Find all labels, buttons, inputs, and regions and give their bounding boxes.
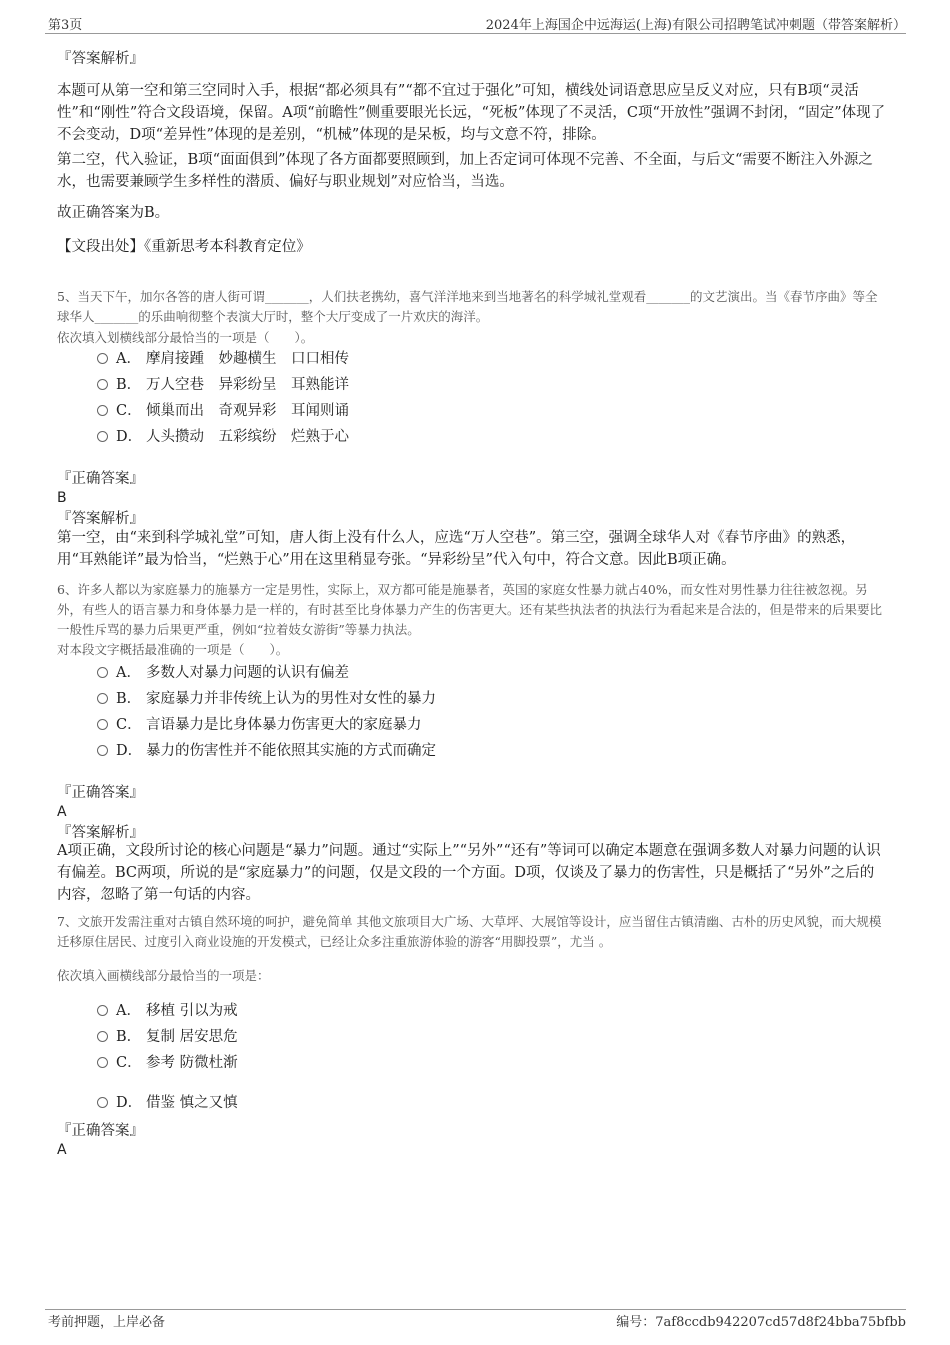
radio-icon[interactable] (97, 353, 108, 364)
radio-icon[interactable] (97, 1057, 108, 1068)
radio-icon[interactable] (97, 719, 108, 730)
prev-analysis-para1: 本题可从第一空和第三空同时入手，根据“都必须具有”“都不宜过于强化”可知，横线处词语意思应呈反义对应，只有B项“灵活性”和“刚性”符合文段语境，保留。A项“前瞻性”侧重要眼光长远，“死板”体现了不灵活，C项“开放性”强调不封闭，“固定”体现了不会变动，D项“差异性”体现的是差别，“机械”体现的是呆板，均与文意不符，排除。 (57, 83, 886, 143)
q7-option-c[interactable]: C． 参考 防微杜渐 (97, 1052, 238, 1074)
q6-option-d[interactable]: D． 暴力的伤害性并不能依照其实施的方式而确定 (97, 740, 436, 762)
page-footer (48, 1311, 906, 1331)
q5-analysis-label: 『答案解析』 (57, 511, 144, 527)
q5-option-a[interactable]: A． 摩肩接踵 妙趣横生 口口相传 (97, 348, 349, 370)
q5-option-c[interactable]: C． 倾巢而出 奇观异彩 耳闻则诵 (97, 400, 349, 422)
q6-analysis: A项正确，文段所讨论的核心问题是“暴力”问题。通过“实际上”“另外”“还有”等词可以确定本题意在强调多数人对暴力问题的认识有偏差。BC两项，所说的是“家庭暴力”的问题，仅是文段的一个方面。D项，仅谈及了暴力的伤害性，只是概括了“另外”之后的内容，忽略了第一句话的内容。 (57, 843, 881, 903)
q6-prompt: 对本段文字概括最准确的一项是（ ）。 (57, 642, 289, 657)
q6-answer-label: 『正确答案』 (57, 785, 144, 801)
radio-icon[interactable] (97, 1005, 108, 1016)
q6-analysis-label: 『答案解析』 (57, 825, 144, 841)
radio-icon[interactable] (97, 405, 108, 416)
q7-option-b[interactable]: B． 复制 居安思危 (97, 1026, 238, 1048)
q5-answer: B (57, 490, 67, 506)
radio-icon[interactable] (97, 667, 108, 678)
q5-stem: 5、当天下午，加尔各答的唐人街可谓_______，人们扶老携幼，喜气洋洋地来到当地著名的科学城礼堂观看_______的文艺演出。当《春节序曲》等全球华人_______的乐曲响彻整个表演大厅时，整个大厅变成了一片欢庆的海洋。 (57, 289, 878, 324)
q7-stem: 7、文旅开发需注重对古镇自然环境的呵护，避免简单 其他文旅项目大广场、大草坪、大展馆等设计，应当留住古镇清幽、古朴的历史风貌，而大规模迁移原住居民、过度引入商业设施的开发模式，已经让众多注重旅游体验的游客“用脚投票”，尤当 。 (57, 914, 882, 949)
radio-icon[interactable] (97, 745, 108, 756)
radio-icon[interactable] (97, 379, 108, 390)
q5-prompt: 依次填入划横线部分最恰当的一项是（ ）。 (57, 330, 314, 345)
page-header (48, 14, 906, 34)
q7-answer: A (57, 1142, 67, 1158)
footer-divider (45, 1309, 906, 1310)
q5-option-b[interactable]: B． 万人空巷 异彩纷呈 耳熟能详 (97, 374, 349, 396)
header-divider (45, 33, 906, 34)
q5-analysis: 第一空，由“来到科学城礼堂”可知，唐人街上没有什么人，应选“万人空巷”。第三空，强调全球华人对《春节序曲》的熟悉，用“耳熟能详”最为恰当，“烂熟于心”用在这里稍显夸张。“异彩纷呈”代入句中，符合文意。因此B项正确。 (57, 530, 856, 568)
q7-prompt: 依次填入画横线部分最恰当的一项是： (57, 968, 270, 983)
document-title: 2024年上海国企中远海运(上海)有限公司招聘笔试冲刺题（带答案解析） (485, 18, 906, 33)
q6-option-c[interactable]: C． 言语暴力是比身体暴力伤害更大的家庭暴力 (97, 714, 422, 736)
q6-option-a[interactable]: A． 多数人对暴力问题的认识有偏差 (97, 662, 349, 684)
page-number: 第3页 (48, 18, 83, 33)
q6-option-b[interactable]: B． 家庭暴力并非传统上认为的男性对女性的暴力 (97, 688, 436, 710)
prev-analysis-conclusion: 故正确答案为B。 (57, 205, 170, 221)
prev-source: 【文段出处】《重新思考本科教育定位》 (57, 239, 311, 255)
radio-icon[interactable] (97, 693, 108, 704)
radio-icon[interactable] (97, 1097, 108, 1108)
q5-answer-label: 『正确答案』 (57, 471, 144, 487)
q5-option-d[interactable]: D． 人头攒动 五彩缤纷 烂熟于心 (97, 426, 349, 448)
q7-option-d[interactable]: D． 借鉴 慎之又慎 (97, 1092, 238, 1114)
q6-stem: 6、许多人都以为家庭暴力的施暴方一定是男性，实际上，双方都可能是施暴者，英国的家庭女性暴力就占40%，而女性对男性暴力往往被忽视。另外，有些人的语言暴力和身体暴力是一样的，有时甚至比身体暴力产生的伤害更大。还有某些执法者的执法行为看起来是合法的，但是带来的后果要比一般性斥骂的暴力后果更严重，例如“拉着妓女游街”等暴力执法。 (57, 582, 883, 637)
q7-option-a[interactable]: A． 移植 引以为戒 (97, 1000, 238, 1022)
q7-answer-label: 『正确答案』 (57, 1123, 144, 1139)
prev-analysis-para2: 第二空，代入验证，B项“面面俱到”体现了各方面都要照顾到，加上否定词可体现不完善、不全面，与后文“需要不断注入外源之水，也需要兼顾学生多样性的潜质、偏好与职业规划”对应恰当，当选。 (57, 152, 873, 190)
q6-answer: A (57, 804, 67, 820)
radio-icon[interactable] (97, 1031, 108, 1042)
prev-analysis-label: 『答案解析』 (57, 51, 144, 67)
document-code: 编号：7af8ccdb942207cd57d8f24bba75bfbb (616, 1315, 906, 1330)
radio-icon[interactable] (97, 431, 108, 442)
footer-slogan: 考前押题，上岸必备 (48, 1315, 166, 1330)
